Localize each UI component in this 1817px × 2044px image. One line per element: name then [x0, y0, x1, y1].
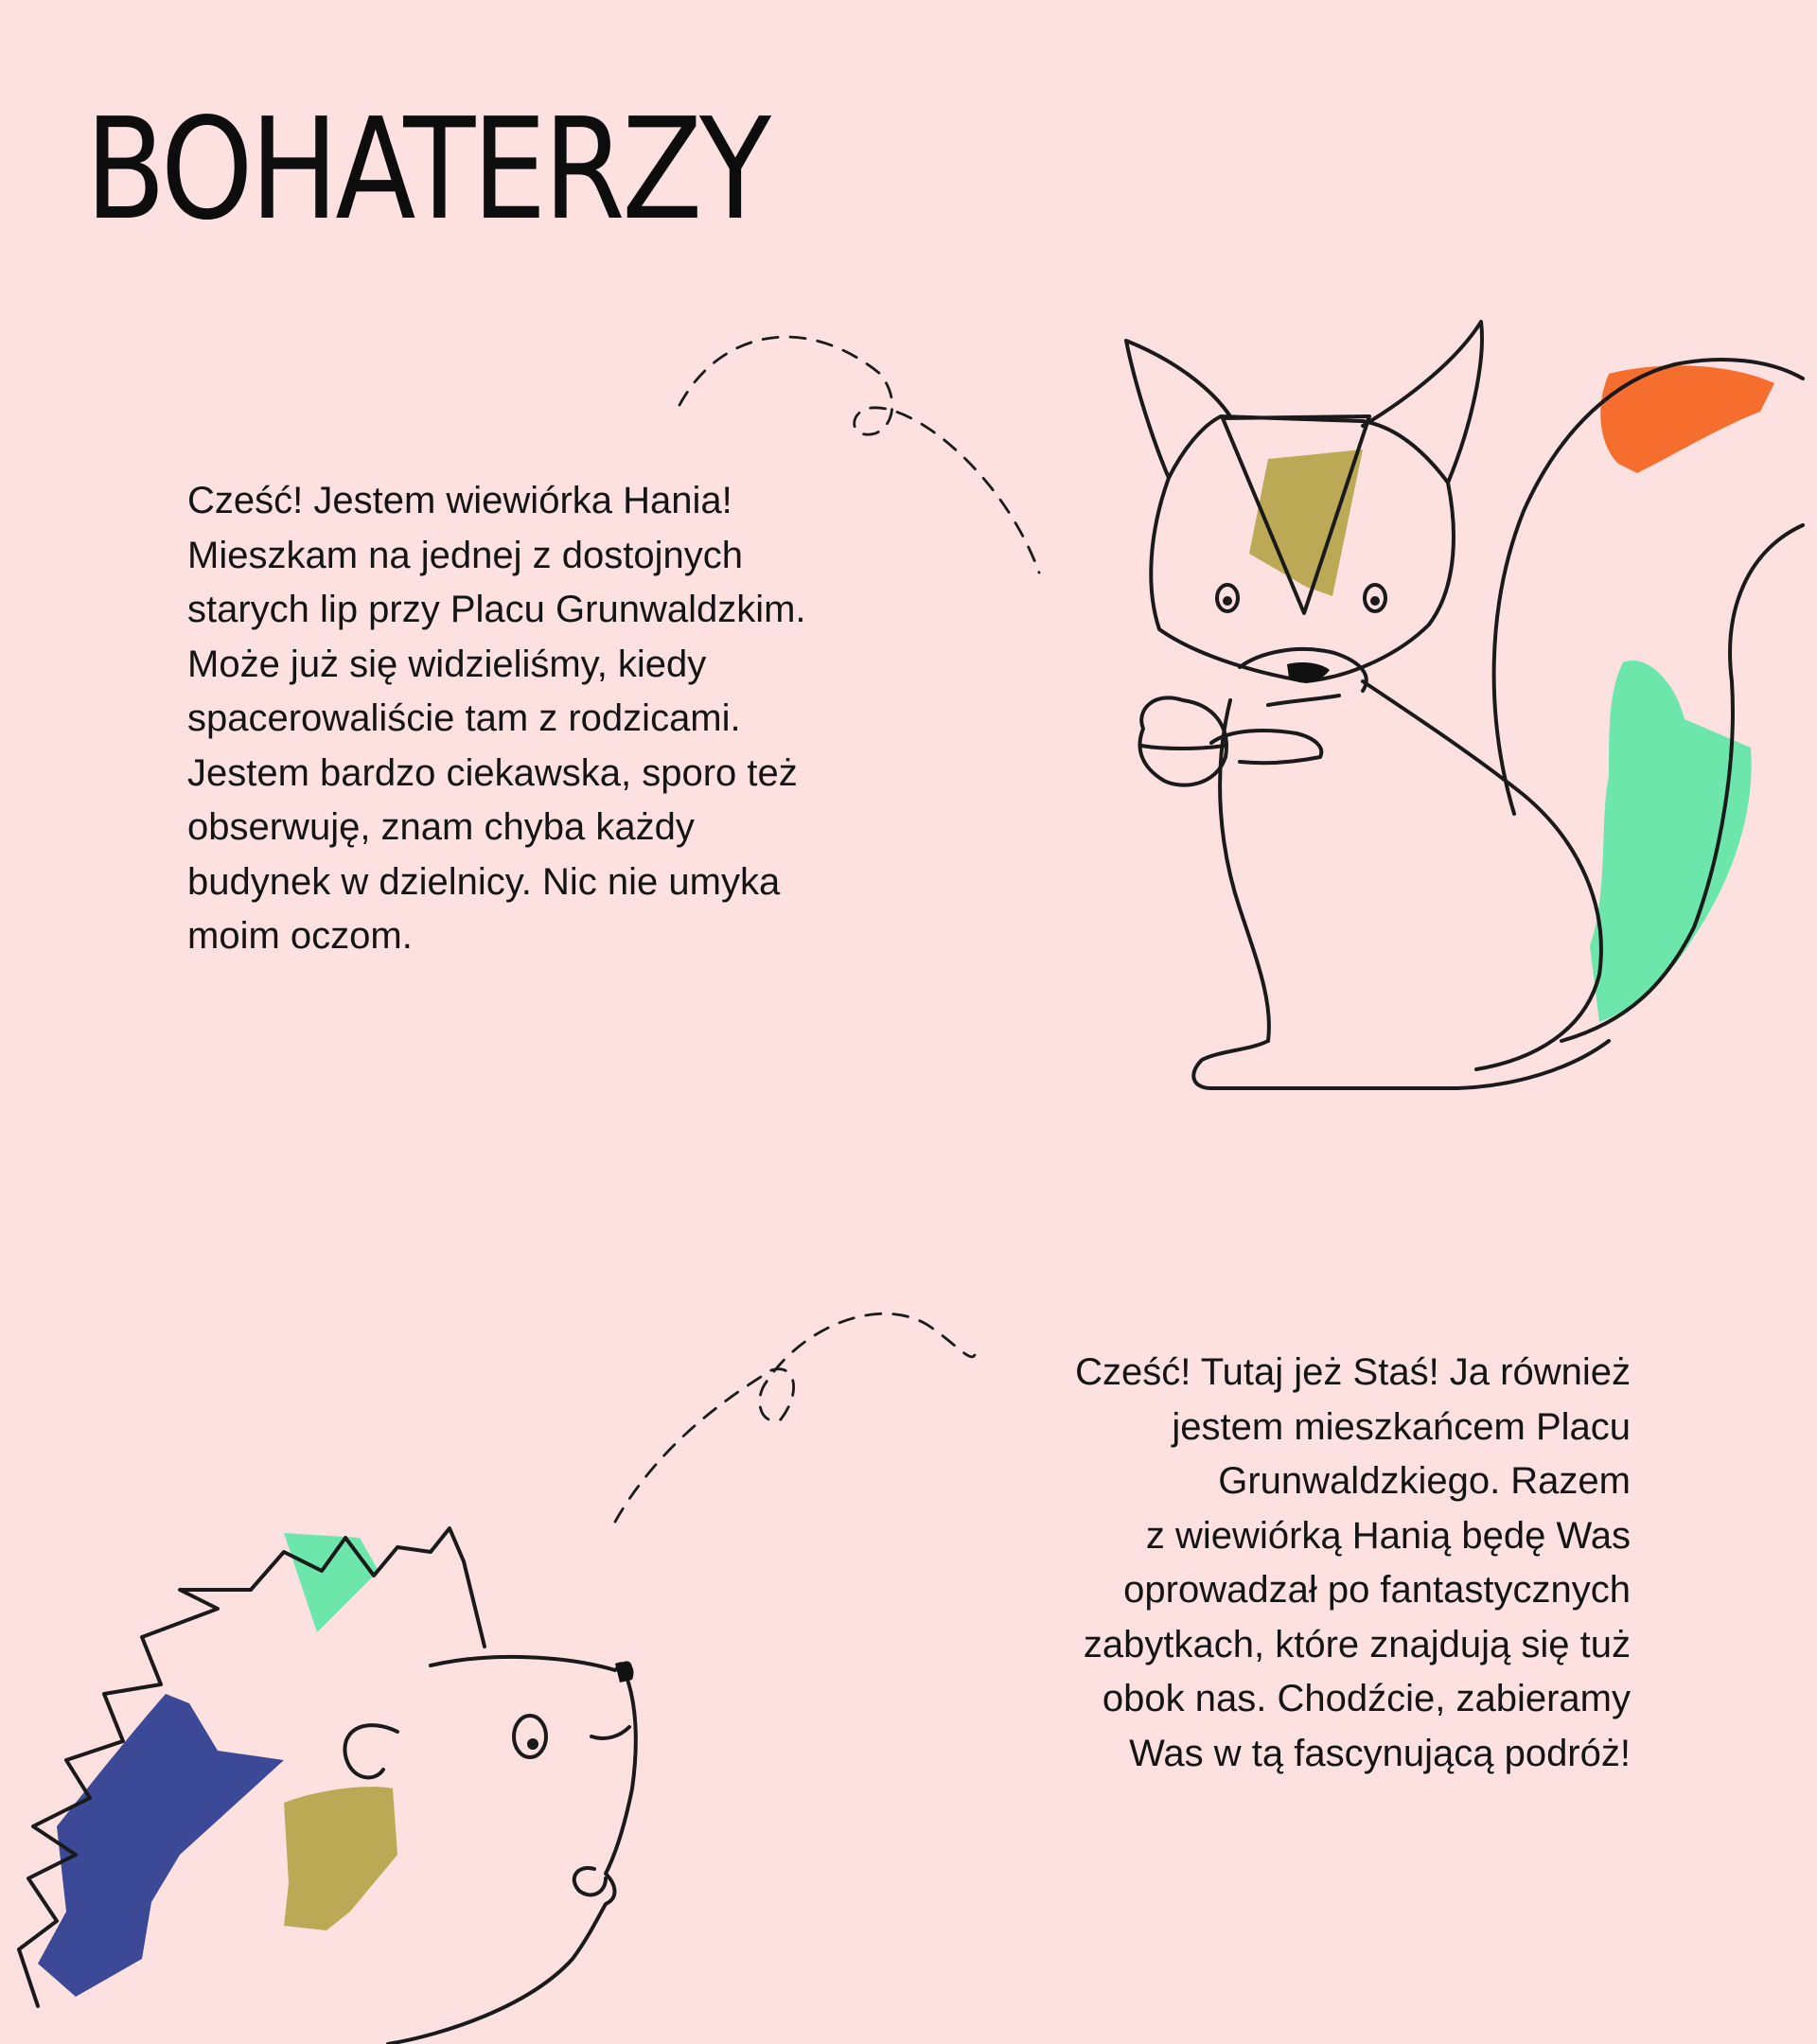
squirrel-intro-text: Cześć! Jestem wiewiórka Hania! Mieszkam na jednej z dostojnych starych lip przy Placu Grunwaldzkim. Może już się widzieliśmy, kiedy spacerowaliście tam z rodzicami. Jestem bardzo ciekawska, sporo też obserwuję, znam chyba każdy budynek w dzielnicy. Nic nie umyka moim oczom.: [187, 480, 806, 957]
hedgehog-eye: [514, 1716, 546, 1757]
hedgehog-intro-text: Cześć! Tutaj jeż Staś! Ja również jestem mieszkańcem Placu Grunwaldzkiego. Razem z wiewiórką Hanią będę Was oprowadzał po fantastycznych zabytkach, które znajdują się tuż obok nas. Chodźcie, zabieramy Was w tą fascynującą podróż!: [1075, 1351, 1631, 1774]
squirrel-dashed-path: [679, 337, 1039, 573]
squirrel-tail-orange-scribble: [1600, 365, 1774, 473]
hedgehog-blue-scribble: [38, 1694, 284, 1997]
hedgehog-olive-scribble: [284, 1787, 397, 1930]
hedgehog-green-scribble: [284, 1533, 379, 1632]
hedgehog-nose: [615, 1662, 633, 1683]
hedgehog-illustration: [19, 1528, 636, 2044]
page-title: BOHATERZY: [85, 88, 768, 251]
squirrel-illustration: [1126, 322, 1803, 1088]
hedgehog-dashed-path: [615, 1313, 975, 1522]
